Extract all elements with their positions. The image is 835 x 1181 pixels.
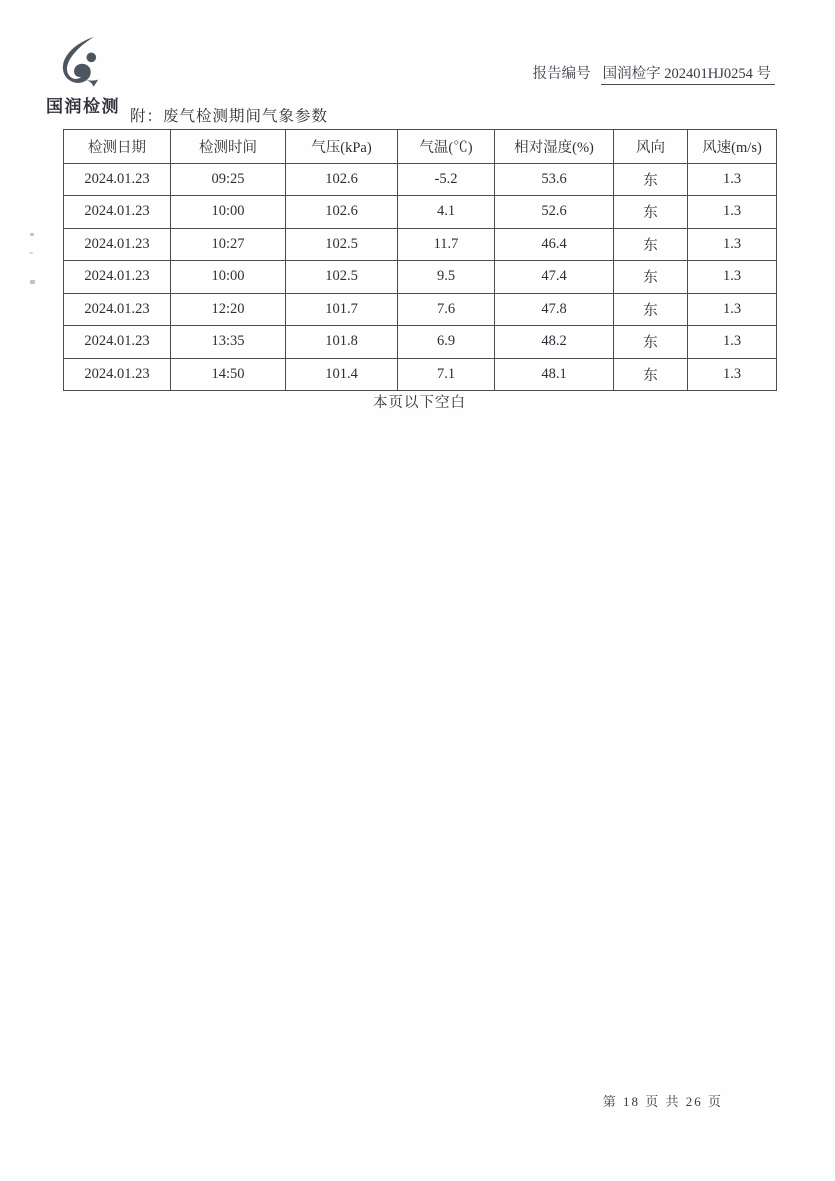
- report-number-line: [533, 62, 775, 83]
- table-header-row: [64, 130, 777, 164]
- cell-temperature: 9.5: [398, 261, 495, 294]
- cell-time: 10:00: [171, 261, 286, 294]
- cell-humidity: 48.2: [495, 326, 614, 359]
- table-row: [64, 228, 777, 261]
- header-temperature: 气温(℃): [398, 130, 495, 164]
- cell-humidity: 53.6: [495, 163, 614, 196]
- header-wind-direction: 风向: [614, 130, 688, 164]
- cell-wind-speed: 1.3: [688, 228, 777, 261]
- cell-wind-direction: 东: [614, 326, 688, 359]
- cell-wind-speed: 1.3: [688, 261, 777, 294]
- cell-temperature: 4.1: [398, 196, 495, 229]
- header-humidity: 相对湿度(%): [495, 130, 614, 164]
- header-time: 检测时间: [171, 130, 286, 164]
- table-row: [64, 326, 777, 359]
- header-wind-speed: 风速(m/s): [688, 130, 777, 164]
- table-row: [64, 358, 777, 391]
- cell-pressure: 101.8: [286, 326, 398, 359]
- cell-pressure: 102.6: [286, 196, 398, 229]
- cell-pressure: 101.4: [286, 358, 398, 391]
- cell-date: 2024.01.23: [64, 326, 171, 359]
- attachment-title: 附：废气检测期间气象参数: [130, 108, 329, 125]
- cell-temperature: -5.2: [398, 163, 495, 196]
- cell-wind-speed: 1.3: [688, 163, 777, 196]
- table-row: [64, 163, 777, 196]
- cell-pressure: 102.6: [286, 163, 398, 196]
- company-name: 国润检测: [46, 97, 120, 116]
- cell-time: 10:00: [171, 196, 286, 229]
- cell-date: 2024.01.23: [64, 261, 171, 294]
- cell-time: 09:25: [171, 163, 286, 196]
- report-number-value: 国润检字 202401HJ0254 号: [601, 66, 775, 85]
- header-date: 检测日期: [64, 130, 171, 164]
- cell-date: 2024.01.23: [64, 228, 171, 261]
- report-number-label: 报告编号: [532, 66, 591, 82]
- cell-temperature: 6.9: [398, 326, 495, 359]
- cell-time: 10:27: [171, 228, 286, 261]
- cell-temperature: 11.7: [398, 228, 495, 261]
- cell-wind-speed: 1.3: [688, 196, 777, 229]
- cell-temperature: 7.6: [398, 293, 495, 326]
- scan-speck: [30, 280, 35, 284]
- cell-wind-direction: 东: [614, 163, 688, 196]
- table-row: [64, 196, 777, 229]
- cell-humidity: 47.8: [495, 293, 614, 326]
- cell-humidity: 48.1: [495, 358, 614, 391]
- cell-date: 2024.01.23: [64, 196, 171, 229]
- cell-pressure: 102.5: [286, 261, 398, 294]
- scan-speck: [29, 252, 33, 254]
- table-row: [64, 261, 777, 294]
- page-number: 第 18 页 共 26 页: [602, 1094, 723, 1109]
- cell-humidity: 47.4: [495, 261, 614, 294]
- company-logo: [46, 36, 136, 117]
- weather-parameters-table: [63, 129, 777, 391]
- header-pressure: 气压(kPa): [286, 130, 398, 164]
- cell-temperature: 7.1: [398, 358, 495, 391]
- cell-time: 12:20: [171, 293, 286, 326]
- cell-pressure: 101.7: [286, 293, 398, 326]
- cell-wind-speed: 1.3: [688, 358, 777, 391]
- cell-wind-direction: 东: [614, 228, 688, 261]
- cell-date: 2024.01.23: [64, 358, 171, 391]
- cell-wind-direction: 东: [614, 358, 688, 391]
- scan-speck: [30, 233, 34, 236]
- cell-date: 2024.01.23: [64, 163, 171, 196]
- cell-date: 2024.01.23: [64, 293, 171, 326]
- table-row: [64, 293, 777, 326]
- cell-wind-direction: 东: [614, 293, 688, 326]
- cell-wind-speed: 1.3: [688, 293, 777, 326]
- cell-time: 13:35: [171, 326, 286, 359]
- guorun-logo-icon: [54, 36, 110, 88]
- cell-wind-direction: 东: [614, 196, 688, 229]
- cell-wind-speed: 1.3: [688, 326, 777, 359]
- cell-humidity: 52.6: [495, 196, 614, 229]
- blank-page-note: 本页以下空白: [373, 395, 466, 411]
- cell-humidity: 46.4: [495, 228, 614, 261]
- cell-time: 14:50: [171, 358, 286, 391]
- cell-pressure: 102.5: [286, 228, 398, 261]
- cell-wind-direction: 东: [614, 261, 688, 294]
